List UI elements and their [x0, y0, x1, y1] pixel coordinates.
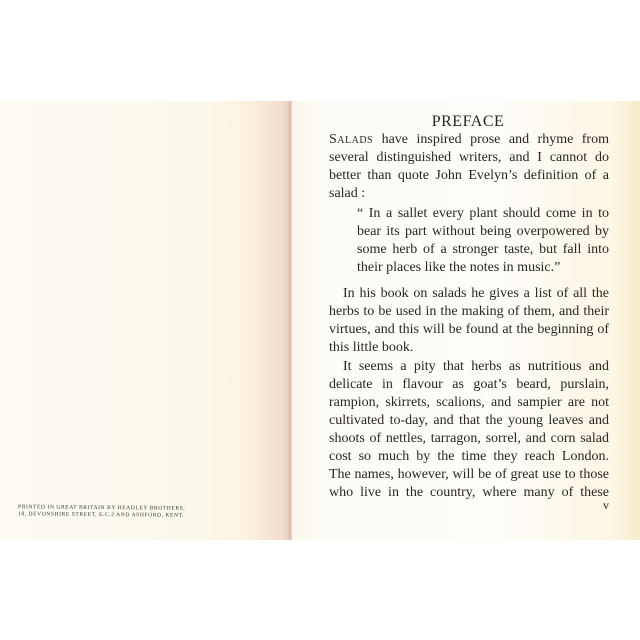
text-line: virtues, and this will be found at the beginning of [329, 322, 609, 337]
page-number: v [603, 498, 609, 512]
printer-imprint [18, 504, 185, 519]
text-line: delicate in flavour as goat’s beard, purslain, [329, 377, 609, 392]
text-line: cultivated to-day, and that the young leaves and [329, 413, 609, 428]
text-line: have inspired prose and rhyme from [373, 132, 609, 147]
text-line: herbs to be used in the making of them, and their [329, 304, 609, 319]
imprint-line: PRINTED IN GREAT BRITAIN BY HEADLEY BROTHERS, [18, 504, 186, 512]
text-line: rampion, skirrets, scalions, and sampier are not [329, 395, 609, 410]
lead-word: Salads [329, 132, 374, 147]
left-page [0, 101, 291, 540]
text-line: salad : [329, 186, 366, 201]
paragraph-3 [329, 358, 609, 502]
paragraph-1 [329, 131, 609, 203]
quote-line: bear its part without being overpowered by [357, 224, 609, 239]
text-line: shoots of nettles, tarragon, sorrel, and corn salad [329, 431, 609, 446]
text-line: cost so much by the time they reach London. [329, 449, 609, 464]
text-line: It seems a pity that herbs as nutritious and [343, 359, 609, 374]
imprint-line: 18, DEVONSHIRE STREET, E.C.2 AND ASHFORD, KENT. [17, 511, 185, 519]
text-line: better than quote John Evelyn’s definition of a [329, 168, 609, 183]
page-title: PREFACE [431, 113, 505, 130]
quote-line: some herb of a stronger taste, but fall into [357, 242, 609, 257]
text-line: In his book on salads he gives a list of all the [343, 286, 609, 301]
text-line: The names, however, will be of great use to those [329, 467, 609, 482]
block-quote [357, 205, 609, 277]
text-line: who live in the country, where many of these [329, 485, 609, 500]
text-line: this little book. [329, 340, 414, 355]
quote-line: their places like the notes in music.” [357, 260, 561, 275]
text-line: several distinguished writers, and I cannot do [329, 150, 609, 165]
quote-line: “ In a sallet every plant should come in to [357, 206, 609, 221]
paragraph-2 [329, 285, 609, 357]
